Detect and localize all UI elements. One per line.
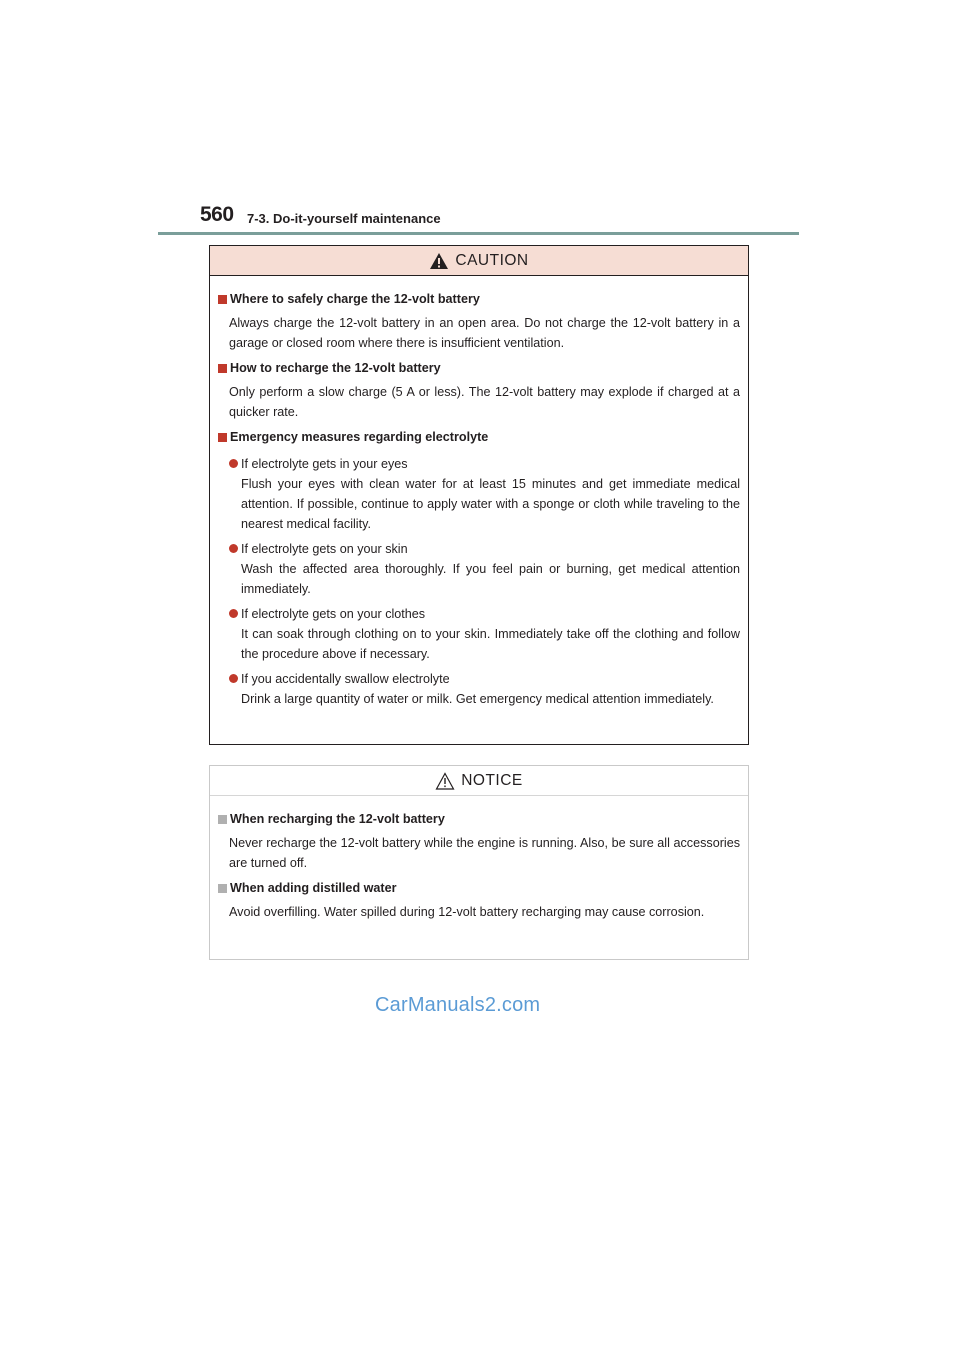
header-rule xyxy=(158,232,799,235)
warning-triangle-outline-icon xyxy=(435,772,455,790)
caution-header xyxy=(210,246,748,276)
caution-section-heading: How to recharge the 12-volt battery xyxy=(218,358,740,378)
caution-section-heading: Where to safely charge the 12-volt battery xyxy=(218,289,740,309)
warning-triangle-icon xyxy=(429,252,449,270)
square-bullet-icon xyxy=(218,295,227,304)
notice-section-heading: When recharging the 12-volt battery xyxy=(218,809,740,829)
list-item-text: It can soak through clothing on to your skin. Immediately take off the clothing and follow the procedure above if necessary. xyxy=(241,627,740,661)
notice-box xyxy=(209,765,749,960)
circle-bullet-icon xyxy=(229,459,238,468)
list-item-title: If electrolyte gets in your eyes xyxy=(241,457,408,471)
section-title: 7-3. Do-it-yourself maintenance xyxy=(247,211,441,226)
notice-section-text: Never recharge the 12-volt battery while the engine is running. Also, be sure all accessories are turned off. xyxy=(229,836,740,870)
list-item-title: If you accidentally swallow electrolyte xyxy=(241,672,450,686)
list-item-title: If electrolyte gets on your clothes xyxy=(241,607,426,621)
square-bullet-icon xyxy=(218,884,227,893)
list-item xyxy=(229,539,740,599)
square-bullet-icon xyxy=(218,364,227,373)
caution-title: CAUTION xyxy=(455,251,529,269)
list-item-text: Wash the affected area thoroughly. If you feel pain or burning, get medical attention immediately. xyxy=(241,562,740,596)
page-number: 560 xyxy=(200,203,234,226)
caution-section-heading: Emergency measures regarding electrolyte xyxy=(218,427,740,447)
circle-bullet-icon xyxy=(229,609,238,618)
caution-section-text: Only perform a slow charge (5 A or less). The 12-volt battery may explode if charged at a quicker rate. xyxy=(229,385,740,419)
watermark: CarManuals2.com xyxy=(375,994,541,1016)
list-item xyxy=(229,669,740,709)
notice-header xyxy=(210,766,748,796)
list-item-text: Flush your eyes with clean water for at least 15 minutes and get immediate medical attention. If possible, continue to apply water with a sponge or cloth while traveling to the nearest medical facility. xyxy=(241,477,740,531)
circle-bullet-icon xyxy=(229,674,238,683)
list-item-text: Drink a large quantity of water or milk. Get emergency medical attention immediately. xyxy=(241,692,714,706)
list-item xyxy=(229,454,740,534)
page-header xyxy=(0,0,960,240)
list-item-title: If electrolyte gets on your skin xyxy=(241,542,408,556)
square-bullet-icon xyxy=(218,815,227,824)
notice-body xyxy=(210,796,748,922)
caution-body xyxy=(210,276,748,709)
caution-section-text: Always charge the 12-volt battery in an open area. Do not charge the 12-volt battery in a garage or closed room where there is insufficient ventilation. xyxy=(229,316,740,350)
notice-section-heading: When adding distilled water xyxy=(218,878,740,898)
circle-bullet-icon xyxy=(229,544,238,553)
notice-section-text: Avoid overfilling. Water spilled during 12-volt battery recharging may cause corrosion. xyxy=(229,905,705,919)
caution-box xyxy=(209,245,749,745)
notice-title: NOTICE xyxy=(461,771,523,789)
square-bullet-icon xyxy=(218,433,227,442)
list-item xyxy=(229,604,740,664)
